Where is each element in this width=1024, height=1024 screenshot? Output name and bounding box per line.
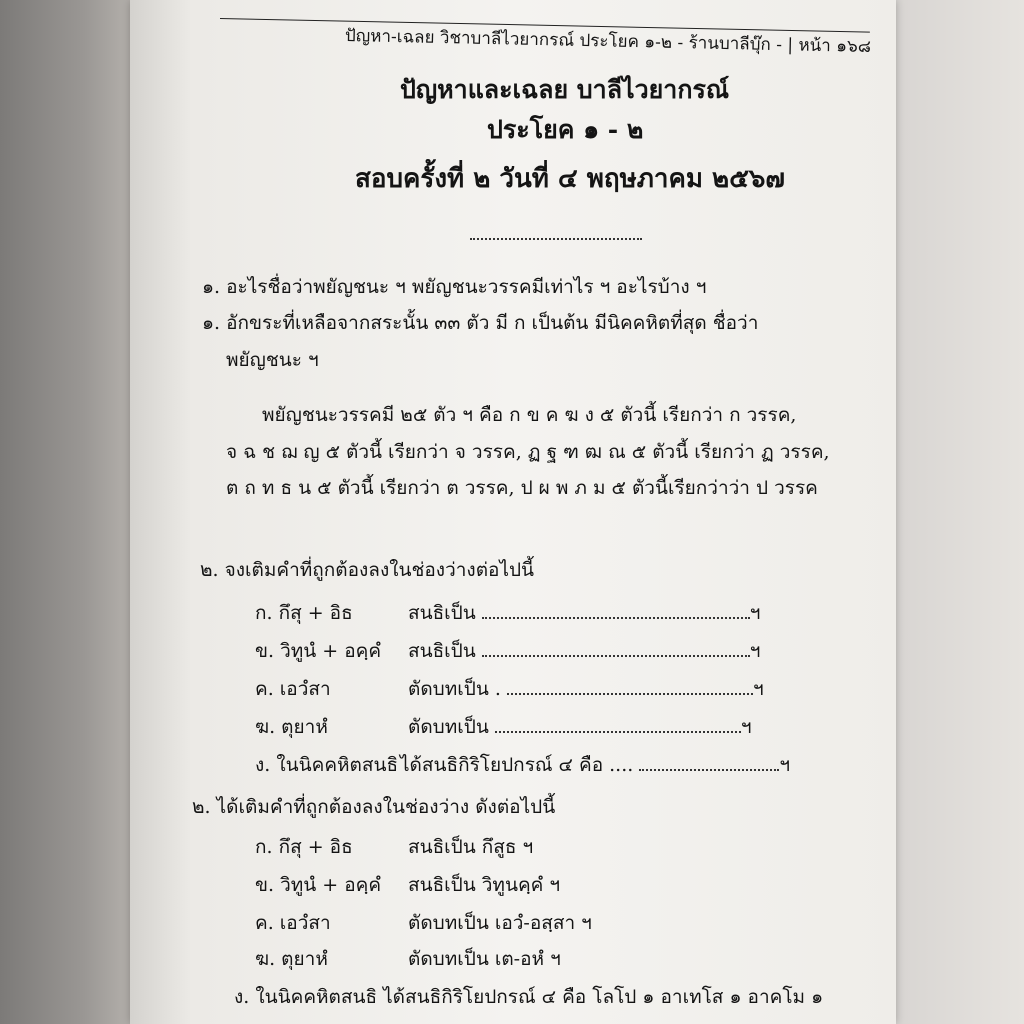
answer-2-text: ตัดบทเป็น เต-อหํ ฯ (408, 948, 561, 970)
q2-item-end: ฯ (749, 602, 761, 624)
q2-item-prompt: ได้สนธิกิริโยปกรณ์ ๔ คือ .... (400, 754, 634, 776)
q2-item-label: ฆ. ตุยาหํ (255, 716, 328, 738)
answer-1-line-4: จ ฉ ช ฌ ญ ๕ ตัวนี้ เรียกว่า จ วรรค, ฏ ฐ ฑ ฒ ณ ๕ ตัวนี้ เรียกว่า ฏ วรรค, (226, 441, 830, 463)
answer-2-text: ตัดบทเป็น เอวํ-อสฺสา ฯ (408, 912, 592, 934)
answer-1-line-3: พยัญชนะวรรคมี ๒๕ ตัว ฯ คือ ก ข ค ฆ ง ๕ ตัวนี้ เรียกว่า ก วรรค, (262, 404, 797, 426)
answer-2-heading: ๒. ได้เติมคำที่ถูกต้องลงในช่องว่าง ดังต่อไปนี้ (192, 796, 556, 818)
exam-date: สอบครั้งที่ ๒ วันที่ ๔ พฤษภาคม ๒๕๖๗ (355, 164, 785, 194)
q2-item-prompt: สนธิเป็น (408, 602, 476, 624)
q2-item-label: ง. ในนิคคหิตสนธิ (255, 754, 399, 776)
q2-item-end: ฯ (752, 678, 764, 700)
running-head: ปัญหา-เฉลย วิชาบาลีไวยากรณ์ ประโยค ๑-๒ - ร้านบาลีบุ๊ก - | หน้า ๑๖๘ (344, 26, 872, 58)
answer-2-text: สนธิเป็น กึสูธ ฯ (408, 836, 534, 858)
fill-in-blank (507, 679, 753, 695)
dotted-divider (470, 238, 642, 240)
q2-item-prompt: สนธิเป็น (408, 640, 476, 662)
q2-item-prompt: ตัดบทเป็น (408, 716, 489, 738)
q2-item-blank (408, 636, 760, 666)
fill-in-blank (482, 603, 750, 619)
q2-item-end: ฯ (779, 754, 791, 776)
next-page-edge (894, 0, 1024, 1024)
page-subtitle: ประโยค ๑ - ๒ (487, 115, 644, 144)
q2-item-label: ข. วิทูนํ + อคฺคํ (255, 640, 382, 662)
question-1: ๑. อะไรชื่อว่าพยัญชนะ ฯ พยัญชนะวรรคมีเท่าไร ฯ อะไรบ้าง ฯ (202, 276, 707, 298)
q2-item-prompt: ตัดบทเป็น . (408, 678, 501, 700)
answer-2-label: ค. เอวํสา (255, 912, 331, 934)
fill-in-blank (495, 717, 741, 733)
page-title: ปัญหาและเฉลย บาลีไวยากรณ์ (400, 75, 730, 104)
answer-2-text: สนธิเป็น วิทูนคฺคํ ฯ (408, 874, 561, 896)
answer-2-label: ข. วิทูนํ + อคฺคํ (255, 874, 382, 896)
fill-in-blank (482, 641, 750, 657)
answer-1-line-5: ต ถ ท ธ น ๕ ตัวนี้ เรียกว่า ต วรรค, ป ผ พ ภ ม ๕ ตัวนี้เรียกว่าว่า ป วรรค (226, 477, 818, 499)
q2-item-blank (408, 674, 764, 704)
answer-2-label: ฆ. ตุยาหํ (255, 948, 328, 970)
q2-item-label: ค. เอวํสา (255, 678, 331, 700)
q2-item-blank (408, 598, 760, 628)
fill-in-blank (639, 755, 779, 771)
desk-background-left (0, 0, 140, 1024)
q2-item-blank (400, 750, 790, 780)
q2-item-blank (408, 712, 752, 742)
answer-2-last-line: ง. ในนิคคหิตสนธิ ได้สนธิกิริโยปกรณ์ ๔ คือ โลโป ๑ อาเทโส ๑ อาคโม ๑ (234, 986, 824, 1008)
answer-2-label: ก. กึสุ + อิธ (255, 836, 353, 858)
book-page (130, 0, 896, 1024)
answer-1-line-1: ๑. อักขระที่เหลือจากสระนั้น ๓๓ ตัว มี ก เป็นต้น มีนิคคหิตที่สุด ชื่อว่า (202, 312, 759, 334)
q2-item-label: ก. กึสุ + อิธ (255, 602, 353, 624)
q2-item-end: ฯ (749, 640, 761, 662)
q2-item-end: ฯ (740, 716, 752, 738)
question-2: ๒. จงเติมคำที่ถูกต้องลงในช่องว่างต่อไปนี้ (200, 559, 535, 581)
answer-1-line-2: พยัญชนะ ฯ (226, 349, 319, 371)
